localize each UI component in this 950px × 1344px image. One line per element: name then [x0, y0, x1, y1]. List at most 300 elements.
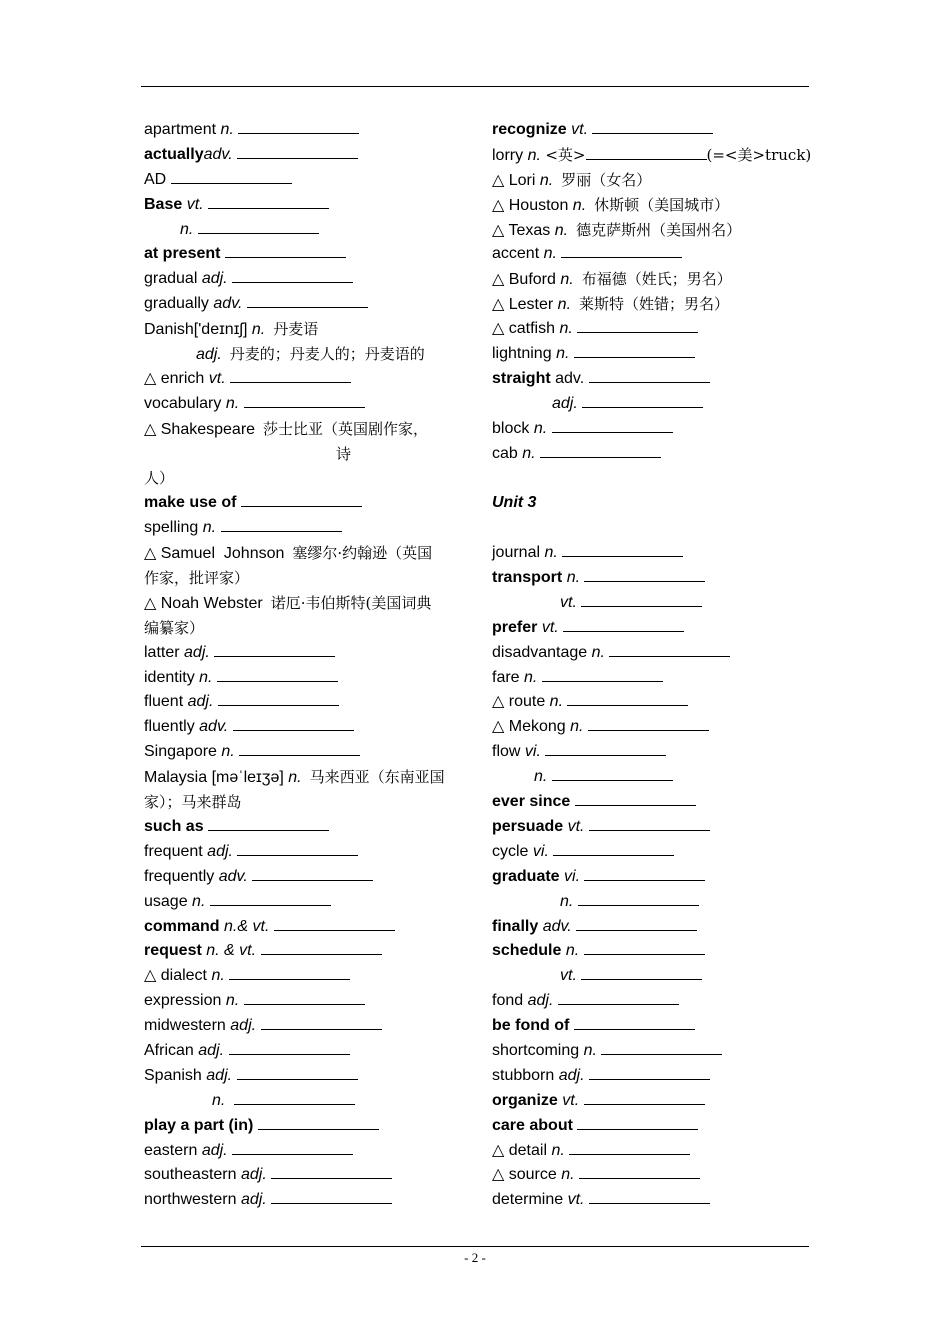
vocab-entry [492, 466, 822, 491]
vocab-word: graduate [492, 867, 560, 885]
vocab-entry [144, 218, 462, 243]
vocab-word: △ Samuel Johnson [144, 545, 285, 563]
vocab-word: finally [492, 917, 539, 935]
part-of-speech: adv. [199, 718, 229, 736]
part-of-speech: n. [288, 769, 302, 787]
answer-blank[interactable] [562, 542, 683, 557]
vocab-word: at present [144, 245, 221, 263]
vocab-entry [144, 168, 462, 193]
part-of-speech: adj. [240, 1191, 267, 1209]
vocab-word: transport [492, 569, 563, 587]
part-of-speech: n. [527, 146, 541, 164]
vocab-entry [144, 915, 462, 940]
vocab-entry [492, 740, 822, 765]
vocab-entry [144, 442, 462, 467]
vocab-entry [144, 541, 462, 566]
vocab-word: be fond of [492, 1017, 570, 1035]
answer-blank[interactable] [241, 492, 362, 507]
answer-blank[interactable] [579, 1164, 700, 1179]
part-of-speech: adj. [201, 1141, 228, 1159]
part-of-speech: adj. [240, 1166, 267, 1184]
vocab-entry [492, 118, 822, 143]
vocab-word: △ Lori [492, 171, 536, 189]
vocab-word: disadvantage [492, 643, 588, 661]
answer-blank[interactable] [577, 1115, 698, 1130]
part-of-speech: n. [549, 693, 564, 711]
translation-text: 莎士比亚（英国剧作家， [263, 419, 429, 438]
vocab-entry [492, 1188, 822, 1213]
part-of-speech: n. [534, 768, 548, 786]
vocab-word: African [144, 1041, 194, 1059]
answer-blank[interactable] [261, 1015, 382, 1030]
vocab-word: spelling [144, 519, 199, 537]
vocab-entry [144, 242, 462, 267]
answer-blank[interactable] [171, 169, 292, 184]
vocab-word: schedule [492, 942, 562, 960]
footer-rule [141, 1246, 809, 1247]
vocab-word: expression [144, 992, 222, 1010]
translation-text: 莱斯特（姓错；男名） [579, 295, 730, 314]
part-of-speech: n. [539, 171, 554, 189]
answer-blank[interactable] [567, 691, 688, 706]
answer-blank[interactable] [558, 990, 679, 1005]
vocab-entry [492, 218, 822, 243]
vocab-entry [144, 466, 462, 491]
translation-text: 作家，批评家） [144, 569, 250, 588]
vocab-entry [144, 616, 462, 641]
vocab-entry [144, 765, 462, 790]
part-of-speech: n.& vt. [224, 917, 270, 935]
vocab-word: △ Texas [492, 221, 551, 239]
part-of-speech: n. [202, 519, 217, 537]
answer-blank[interactable] [244, 393, 365, 408]
answer-blank[interactable] [229, 1040, 350, 1055]
translation-text: 德克萨斯州（美国州名） [576, 220, 742, 239]
translation-text: 人） [144, 469, 175, 488]
vocab-entry [492, 143, 822, 168]
vocab-word: northwestern [144, 1191, 237, 1209]
answer-blank[interactable] [218, 691, 339, 706]
vocab-entry [492, 491, 822, 516]
part-of-speech: adj. [552, 394, 578, 412]
vocab-word: △ catfish [492, 320, 555, 338]
vocab-entry [144, 815, 462, 840]
part-of-speech: adv. [555, 369, 585, 387]
vocab-word: usage [144, 892, 188, 910]
vocab-entry [492, 890, 822, 915]
vocab-entry [144, 1014, 462, 1039]
answer-blank[interactable] [225, 243, 346, 258]
translation-text: 编纂家） [144, 618, 205, 637]
part-of-speech: n. [544, 544, 558, 562]
vocab-word: AD [144, 170, 167, 188]
translation-text: 丹麦语 [273, 320, 319, 339]
note-text: (=<美>truck) [706, 145, 812, 164]
answer-blank[interactable] [601, 1040, 722, 1055]
part-of-speech: vi. [564, 867, 581, 885]
vocab-word: fond [492, 992, 524, 1010]
vocab-word: Danish['deɪnɪʃ] [144, 321, 248, 339]
part-of-speech: vt. [560, 967, 577, 985]
vocab-entry [492, 765, 822, 790]
translation-text: 家）；马来群岛 [144, 793, 242, 812]
vocab-entry [492, 317, 822, 342]
vocab-entry [144, 1163, 462, 1188]
vocab-word: frequent [144, 842, 203, 860]
part-of-speech: vt. [560, 593, 577, 611]
answer-blank[interactable] [238, 119, 359, 134]
part-of-speech: n. [591, 643, 605, 661]
part-of-speech: n. [533, 419, 548, 437]
part-of-speech: adj. [184, 643, 210, 661]
vocab-word: apartment [144, 121, 217, 138]
vocab-entry [144, 890, 462, 915]
vocab-word: ever since [492, 793, 571, 811]
part-of-speech: n. [225, 992, 240, 1010]
vocab-entry [492, 417, 822, 442]
answer-blank[interactable] [234, 1090, 355, 1105]
answer-blank[interactable] [217, 667, 338, 682]
answer-blank[interactable] [589, 368, 710, 383]
part-of-speech: vt. [541, 618, 559, 636]
part-of-speech: vi. [532, 842, 549, 860]
translation-text: 休斯顿（美国城市） [594, 195, 730, 214]
vocab-word: recognize [492, 121, 567, 138]
part-of-speech: vt. [208, 369, 226, 387]
vocab-word: play a part (in) [144, 1116, 254, 1134]
vocab-word: straight [492, 369, 551, 387]
vocab-entry [492, 715, 822, 740]
answer-blank[interactable] [588, 716, 709, 731]
vocab-word: frequently [144, 867, 215, 885]
vocab-entry [144, 989, 462, 1014]
vocab-word: block [492, 419, 530, 437]
part-of-speech: adj. [196, 346, 222, 364]
vocab-entry [144, 740, 462, 765]
vocab-word: △ source [492, 1166, 557, 1184]
vocab-entry [144, 840, 462, 865]
answer-blank[interactable] [578, 891, 699, 906]
part-of-speech: adj. [207, 842, 233, 860]
vocab-entry [492, 939, 822, 964]
vocab-word: △ Buford [492, 271, 556, 289]
vocab-entry [492, 242, 822, 267]
answer-blank[interactable] [540, 443, 661, 458]
vocab-word: fluently [144, 718, 195, 736]
answer-blank[interactable] [589, 1189, 710, 1204]
vocab-entry [144, 865, 462, 890]
translation-text: 塞缪尔·约翰逊（英国 [292, 544, 433, 563]
part-of-speech: n. [559, 320, 573, 338]
header-rule [141, 86, 809, 87]
answer-blank[interactable] [586, 145, 707, 160]
part-of-speech: n. [566, 569, 581, 587]
vocab-entry [144, 1188, 462, 1213]
vocab-entry [492, 516, 822, 541]
part-of-speech: n. [551, 1141, 565, 1159]
part-of-speech: adj. [198, 1041, 225, 1059]
part-of-speech: n. [251, 321, 266, 339]
vocab-word: journal [492, 544, 541, 562]
vocab-word: Base [144, 195, 183, 213]
vocab-word: command [144, 917, 220, 935]
answer-blank[interactable] [244, 990, 365, 1005]
part-of-speech: n. [583, 1041, 597, 1059]
answer-blank[interactable] [561, 243, 682, 258]
vocab-entry [144, 392, 462, 417]
vocab-entry [492, 989, 822, 1014]
part-of-speech: vt. [567, 817, 585, 835]
vocab-entry [492, 840, 822, 865]
answer-blank[interactable] [576, 916, 697, 931]
vocab-word: △ detail [492, 1141, 547, 1159]
part-of-speech: adj. [187, 693, 214, 711]
part-of-speech: vt. [186, 195, 204, 213]
vocab-entry [492, 1064, 822, 1089]
vocab-entry [144, 939, 462, 964]
answer-blank[interactable] [261, 940, 382, 955]
part-of-speech: vt. [562, 1091, 580, 1109]
answer-blank[interactable] [552, 766, 673, 781]
vocab-word: eastern [144, 1141, 198, 1159]
part-of-speech: n. [570, 718, 584, 736]
vocab-word: Malaysia [məˈleɪʒə] [144, 769, 284, 787]
part-of-speech: n. [225, 394, 240, 412]
part-of-speech: n. [554, 221, 569, 239]
answer-blank[interactable] [233, 716, 354, 731]
vocab-word: make use of [144, 494, 237, 512]
part-of-speech: n. [556, 345, 570, 363]
answer-blank[interactable] [584, 940, 705, 955]
vocab-word: lorry [492, 146, 524, 164]
answer-blank[interactable] [584, 567, 705, 582]
vocab-entry [144, 591, 462, 616]
answer-blank[interactable] [208, 816, 329, 831]
translation-text: 马来西亚（东南亚国 [309, 768, 445, 787]
part-of-speech: adv. [542, 917, 572, 935]
vocab-word: cycle [492, 842, 529, 860]
vocab-entry [492, 392, 822, 417]
part-of-speech: n. [557, 296, 572, 314]
vocab-entry [492, 292, 822, 317]
part-of-speech: vi. [524, 743, 541, 761]
vocab-entry [492, 1139, 822, 1164]
vocab-word: latter [144, 643, 180, 661]
vocab-entry [144, 118, 462, 143]
vocab-entry [144, 566, 462, 591]
vocab-entry [492, 790, 822, 815]
part-of-speech: n. [560, 892, 574, 910]
vocab-entry [144, 1064, 462, 1089]
answer-blank[interactable] [271, 1189, 392, 1204]
vocab-entry [144, 292, 462, 317]
answer-blank[interactable] [258, 1115, 379, 1130]
vocab-word: organize [492, 1091, 558, 1109]
vocab-word: care about [492, 1116, 573, 1134]
vocab-word: request [144, 942, 202, 960]
vocab-entry [492, 1089, 822, 1114]
translation-text: 丹麦的；丹麦人的；丹麦语的 [229, 345, 425, 364]
vocab-word: △ Houston [492, 196, 569, 214]
vocab-entry [492, 1114, 822, 1139]
answer-blank[interactable] [542, 667, 663, 682]
vocab-word: △ Shakespeare [144, 420, 256, 438]
answer-blank[interactable] [589, 1065, 710, 1080]
answer-blank[interactable] [208, 194, 329, 209]
answer-blank[interactable] [584, 1090, 705, 1105]
translation-text: 布福德（姓氏；男名） [581, 270, 732, 289]
answer-blank[interactable] [239, 741, 360, 756]
answer-blank[interactable] [584, 866, 705, 881]
unit-heading: Unit 3 [492, 494, 537, 512]
vocab-entry [492, 442, 822, 467]
answer-blank[interactable] [271, 1164, 392, 1179]
vocab-entry [492, 591, 822, 616]
vocab-entry [492, 566, 822, 591]
part-of-speech: vt. [567, 1191, 585, 1209]
vocab-entry [144, 1139, 462, 1164]
answer-blank[interactable] [574, 343, 695, 358]
part-of-speech: adj. [527, 992, 554, 1010]
vocab-entry [492, 193, 822, 218]
vocab-word: △ dialect [144, 967, 207, 985]
part-of-speech: n. [522, 444, 536, 462]
vocab-entry [144, 417, 462, 442]
vocab-word: actually [144, 145, 204, 163]
answer-blank[interactable] [581, 592, 702, 607]
vocab-entry [144, 317, 462, 342]
vocab-entry [492, 690, 822, 715]
vocab-entry [492, 342, 822, 367]
answer-blank[interactable] [252, 866, 373, 881]
vocab-word: Spanish [144, 1066, 202, 1084]
answer-blank[interactable] [563, 617, 684, 632]
vocab-entry [144, 342, 462, 367]
part-of-speech: n. [211, 967, 225, 985]
vocab-word: determine [492, 1191, 564, 1209]
vocab-entry [492, 541, 822, 566]
answer-blank[interactable] [247, 293, 368, 308]
part-of-speech: adj. [201, 270, 228, 288]
vocab-entry [144, 1114, 462, 1139]
vocab-entry [144, 367, 462, 392]
answer-blank[interactable] [237, 144, 358, 159]
answer-blank[interactable] [221, 517, 342, 532]
vocab-entry [492, 1163, 822, 1188]
answer-blank[interactable] [237, 1065, 358, 1080]
vocab-word: shortcoming [492, 1041, 580, 1059]
answer-blank[interactable] [582, 393, 703, 408]
answer-blank[interactable] [210, 891, 331, 906]
vocab-word: flow [492, 743, 521, 761]
part-of-speech: n. [220, 121, 234, 138]
vocab-entry [144, 641, 462, 666]
vocab-word: fluent [144, 693, 184, 711]
answer-blank[interactable] [214, 642, 335, 657]
vocab-word: cab [492, 444, 518, 462]
vocab-entry [492, 367, 822, 392]
answer-blank[interactable] [609, 642, 730, 657]
vocab-entry [492, 865, 822, 890]
vocab-word: Singapore [144, 743, 217, 761]
vocab-word: stubborn [492, 1066, 555, 1084]
vocab-entry [144, 715, 462, 740]
vocab-word: vocabulary [144, 394, 222, 412]
vocab-word: lightning [492, 345, 552, 363]
answer-blank[interactable] [592, 119, 713, 134]
part-of-speech: n. [212, 1091, 230, 1109]
vocab-word: gradually [144, 295, 209, 313]
vocab-word: such as [144, 817, 204, 835]
right-column [492, 118, 822, 1213]
part-of-speech: vt. [571, 121, 589, 138]
part-of-speech: n. [565, 942, 580, 960]
answer-blank[interactable] [237, 841, 358, 856]
vocab-word: midwestern [144, 1017, 226, 1035]
answer-blank[interactable] [545, 741, 666, 756]
part-of-speech: adj. [206, 1066, 233, 1084]
vocab-word: △ enrich [144, 369, 205, 387]
vocab-word: southeastern [144, 1166, 237, 1184]
part-of-speech: n. & vt. [206, 942, 257, 960]
vocab-entry [144, 143, 462, 168]
part-of-speech: n. [199, 668, 213, 686]
answer-blank[interactable] [229, 965, 350, 980]
vocab-word: accent [492, 245, 540, 263]
part-of-speech: adv. [203, 145, 233, 163]
answer-blank[interactable] [569, 1140, 690, 1155]
vocab-entry [492, 168, 822, 193]
translation-text: 诺厄·韦伯斯特(美国词典 [270, 593, 432, 612]
vocab-entry [492, 964, 822, 989]
part-of-speech: adj. [558, 1066, 585, 1084]
answer-blank[interactable] [230, 368, 351, 383]
vocab-word: prefer [492, 618, 538, 636]
translation-text: 罗丽（女名） [561, 170, 652, 189]
vocab-entry [144, 964, 462, 989]
answer-blank[interactable] [575, 791, 696, 806]
left-column [144, 118, 462, 1213]
part-of-speech: n. [192, 892, 206, 910]
region-tag: <英> [545, 145, 586, 164]
answer-blank[interactable] [552, 418, 673, 433]
vocab-word: △ Noah Webster [144, 594, 263, 612]
part-of-speech: adv. [213, 295, 243, 313]
vocab-entry [492, 915, 822, 940]
answer-blank[interactable] [232, 268, 353, 283]
vocab-word: △ Lester [492, 296, 554, 314]
vocab-word: fare [492, 668, 520, 686]
vocab-entry [144, 690, 462, 715]
answer-blank[interactable] [232, 1140, 353, 1155]
vocab-entry [144, 666, 462, 691]
vocab-entry [492, 666, 822, 691]
answer-blank[interactable] [274, 916, 395, 931]
answer-blank[interactable] [553, 841, 674, 856]
answer-blank[interactable] [581, 965, 702, 980]
answer-blank[interactable] [589, 816, 710, 831]
vocab-entry [144, 790, 462, 815]
vocab-entry [492, 267, 822, 292]
part-of-speech: n. [221, 743, 235, 761]
vocab-word: identity [144, 668, 195, 686]
answer-blank[interactable] [574, 1015, 695, 1030]
vocab-entry [144, 1089, 462, 1114]
answer-blank[interactable] [577, 318, 698, 333]
vocab-word: △ route [492, 693, 546, 711]
answer-blank[interactable] [198, 219, 319, 234]
vocab-entry [492, 1039, 822, 1064]
